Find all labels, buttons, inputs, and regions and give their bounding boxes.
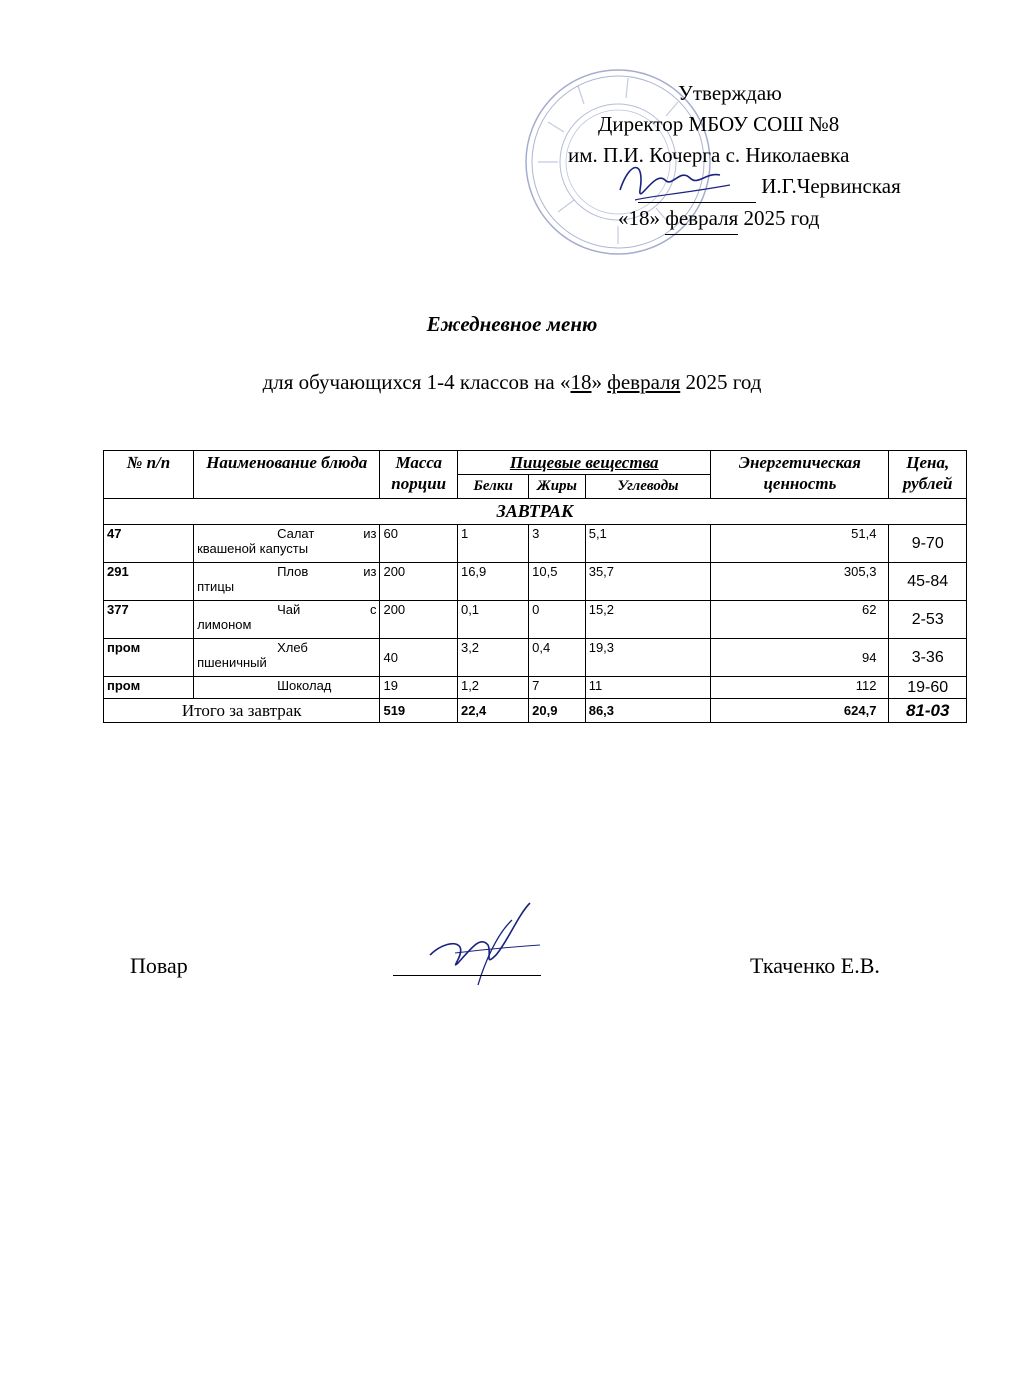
table-row bbox=[104, 639, 967, 677]
approval-date-day: «18» bbox=[618, 206, 660, 230]
row-energy: 112 bbox=[711, 677, 889, 699]
director-signature-icon bbox=[610, 150, 740, 220]
row-fat: 7 bbox=[529, 677, 586, 699]
row-protein: 0,1 bbox=[457, 601, 528, 639]
row-carbs: 5,1 bbox=[585, 525, 711, 563]
header-carbs: Углеводы bbox=[585, 475, 711, 499]
approval-director-name: И.Г.Червинская bbox=[761, 174, 901, 198]
row-energy: 305,3 bbox=[711, 563, 889, 601]
row-energy: 51,4 bbox=[711, 525, 889, 563]
dish-word-3: лимоном bbox=[197, 617, 252, 632]
row-dish bbox=[194, 601, 380, 639]
row-mass: 40 bbox=[380, 639, 458, 677]
table-row bbox=[104, 563, 967, 601]
row-mass: 19 bbox=[380, 677, 458, 699]
approval-position: Директор МБОУ СОШ №8 bbox=[598, 112, 840, 136]
row-code: 47 bbox=[104, 525, 194, 563]
total-mass: 519 bbox=[380, 699, 458, 723]
page-subtitle bbox=[0, 370, 1024, 395]
row-fat: 0,4 bbox=[529, 639, 586, 677]
subtitle-year: 2025 год bbox=[680, 370, 762, 394]
row-fat: 0 bbox=[529, 601, 586, 639]
row-energy: 94 bbox=[711, 639, 889, 677]
row-mass: 200 bbox=[380, 601, 458, 639]
row-code: 291 bbox=[104, 563, 194, 601]
approval-heading: Утверждаю bbox=[678, 81, 782, 105]
header-energy: Энергетическая ценность bbox=[711, 451, 889, 499]
section-title: ЗАВТРАК bbox=[104, 499, 967, 525]
row-protein: 3,2 bbox=[457, 639, 528, 677]
approval-date-month: февраля bbox=[665, 203, 738, 235]
row-energy: 62 bbox=[711, 601, 889, 639]
row-protein: 1 bbox=[457, 525, 528, 563]
cook-role: Повар bbox=[130, 953, 188, 978]
dish-word-1: Плов bbox=[277, 564, 309, 579]
subtitle-day: 18 bbox=[570, 370, 592, 394]
table-header-row bbox=[104, 451, 967, 475]
row-price: 45-84 bbox=[889, 563, 967, 601]
row-dish bbox=[194, 677, 380, 699]
cook-signature-line bbox=[393, 975, 541, 976]
cook-name: Ткаченко Е.В. bbox=[750, 953, 880, 978]
row-protein: 1,2 bbox=[457, 677, 528, 699]
header-fat: Жиры bbox=[529, 475, 586, 499]
row-mass: 60 bbox=[380, 525, 458, 563]
row-carbs: 15,2 bbox=[585, 601, 711, 639]
approval-school: им. П.И. Кочерга с. Николаевка bbox=[568, 143, 850, 167]
row-protein: 16,9 bbox=[457, 563, 528, 601]
row-dish bbox=[194, 563, 380, 601]
row-dish bbox=[194, 525, 380, 563]
header-nutrients: Пищевые вещества bbox=[457, 451, 710, 475]
total-protein: 22,4 bbox=[457, 699, 528, 723]
row-price: 2-53 bbox=[889, 601, 967, 639]
dish-word-2: с bbox=[369, 602, 377, 617]
row-code: пром bbox=[104, 677, 194, 699]
total-energy: 624,7 bbox=[711, 699, 889, 723]
row-price: 9-70 bbox=[889, 525, 967, 563]
table-row bbox=[104, 525, 967, 563]
row-dish bbox=[194, 639, 380, 677]
row-carbs: 11 bbox=[585, 677, 711, 699]
header-name: Наименование блюда bbox=[194, 451, 380, 499]
dish-word-1: Хлеб bbox=[277, 640, 308, 655]
subtitle-prefix: для обучающихся 1-4 классов на « bbox=[262, 370, 571, 394]
total-label: Итого за завтрак bbox=[104, 699, 380, 723]
dish-word-1: Чай bbox=[277, 602, 301, 617]
dish-word-2: из bbox=[363, 564, 377, 579]
header-num: № п/п bbox=[104, 451, 194, 499]
menu-table bbox=[103, 450, 967, 723]
total-fat: 20,9 bbox=[529, 699, 586, 723]
dish-word-1: Салат bbox=[277, 526, 315, 541]
row-price: 19-60 bbox=[889, 677, 967, 699]
header-mass: Масса порции bbox=[380, 451, 458, 499]
header-price: Цена, рублей bbox=[889, 451, 967, 499]
row-fat: 3 bbox=[529, 525, 586, 563]
row-fat: 10,5 bbox=[529, 563, 586, 601]
table-row bbox=[104, 601, 967, 639]
row-code: 377 bbox=[104, 601, 194, 639]
row-code: пром bbox=[104, 639, 194, 677]
total-price: 81-03 bbox=[889, 699, 967, 723]
approval-date-year: 2025 год bbox=[743, 206, 820, 230]
total-row bbox=[104, 699, 967, 723]
section-row bbox=[104, 499, 967, 525]
dish-word-1: Шоколад bbox=[277, 678, 332, 693]
dish-word-3: пшеничный bbox=[197, 655, 267, 670]
row-carbs: 19,3 bbox=[585, 639, 711, 677]
dish-word-3: птицы bbox=[197, 579, 235, 594]
dish-word-3: квашеной капусты bbox=[197, 541, 309, 556]
subtitle-mid: » bbox=[591, 370, 608, 394]
row-carbs: 35,7 bbox=[585, 563, 711, 601]
page-title: Ежедневное меню bbox=[426, 312, 598, 336]
total-carbs: 86,3 bbox=[585, 699, 711, 723]
subtitle-month: февраля bbox=[607, 370, 681, 394]
header-protein: Белки bbox=[457, 475, 528, 499]
row-price: 3-36 bbox=[889, 639, 967, 677]
table-row bbox=[104, 677, 967, 699]
dish-word-2: из bbox=[363, 526, 377, 541]
row-mass: 200 bbox=[380, 563, 458, 601]
